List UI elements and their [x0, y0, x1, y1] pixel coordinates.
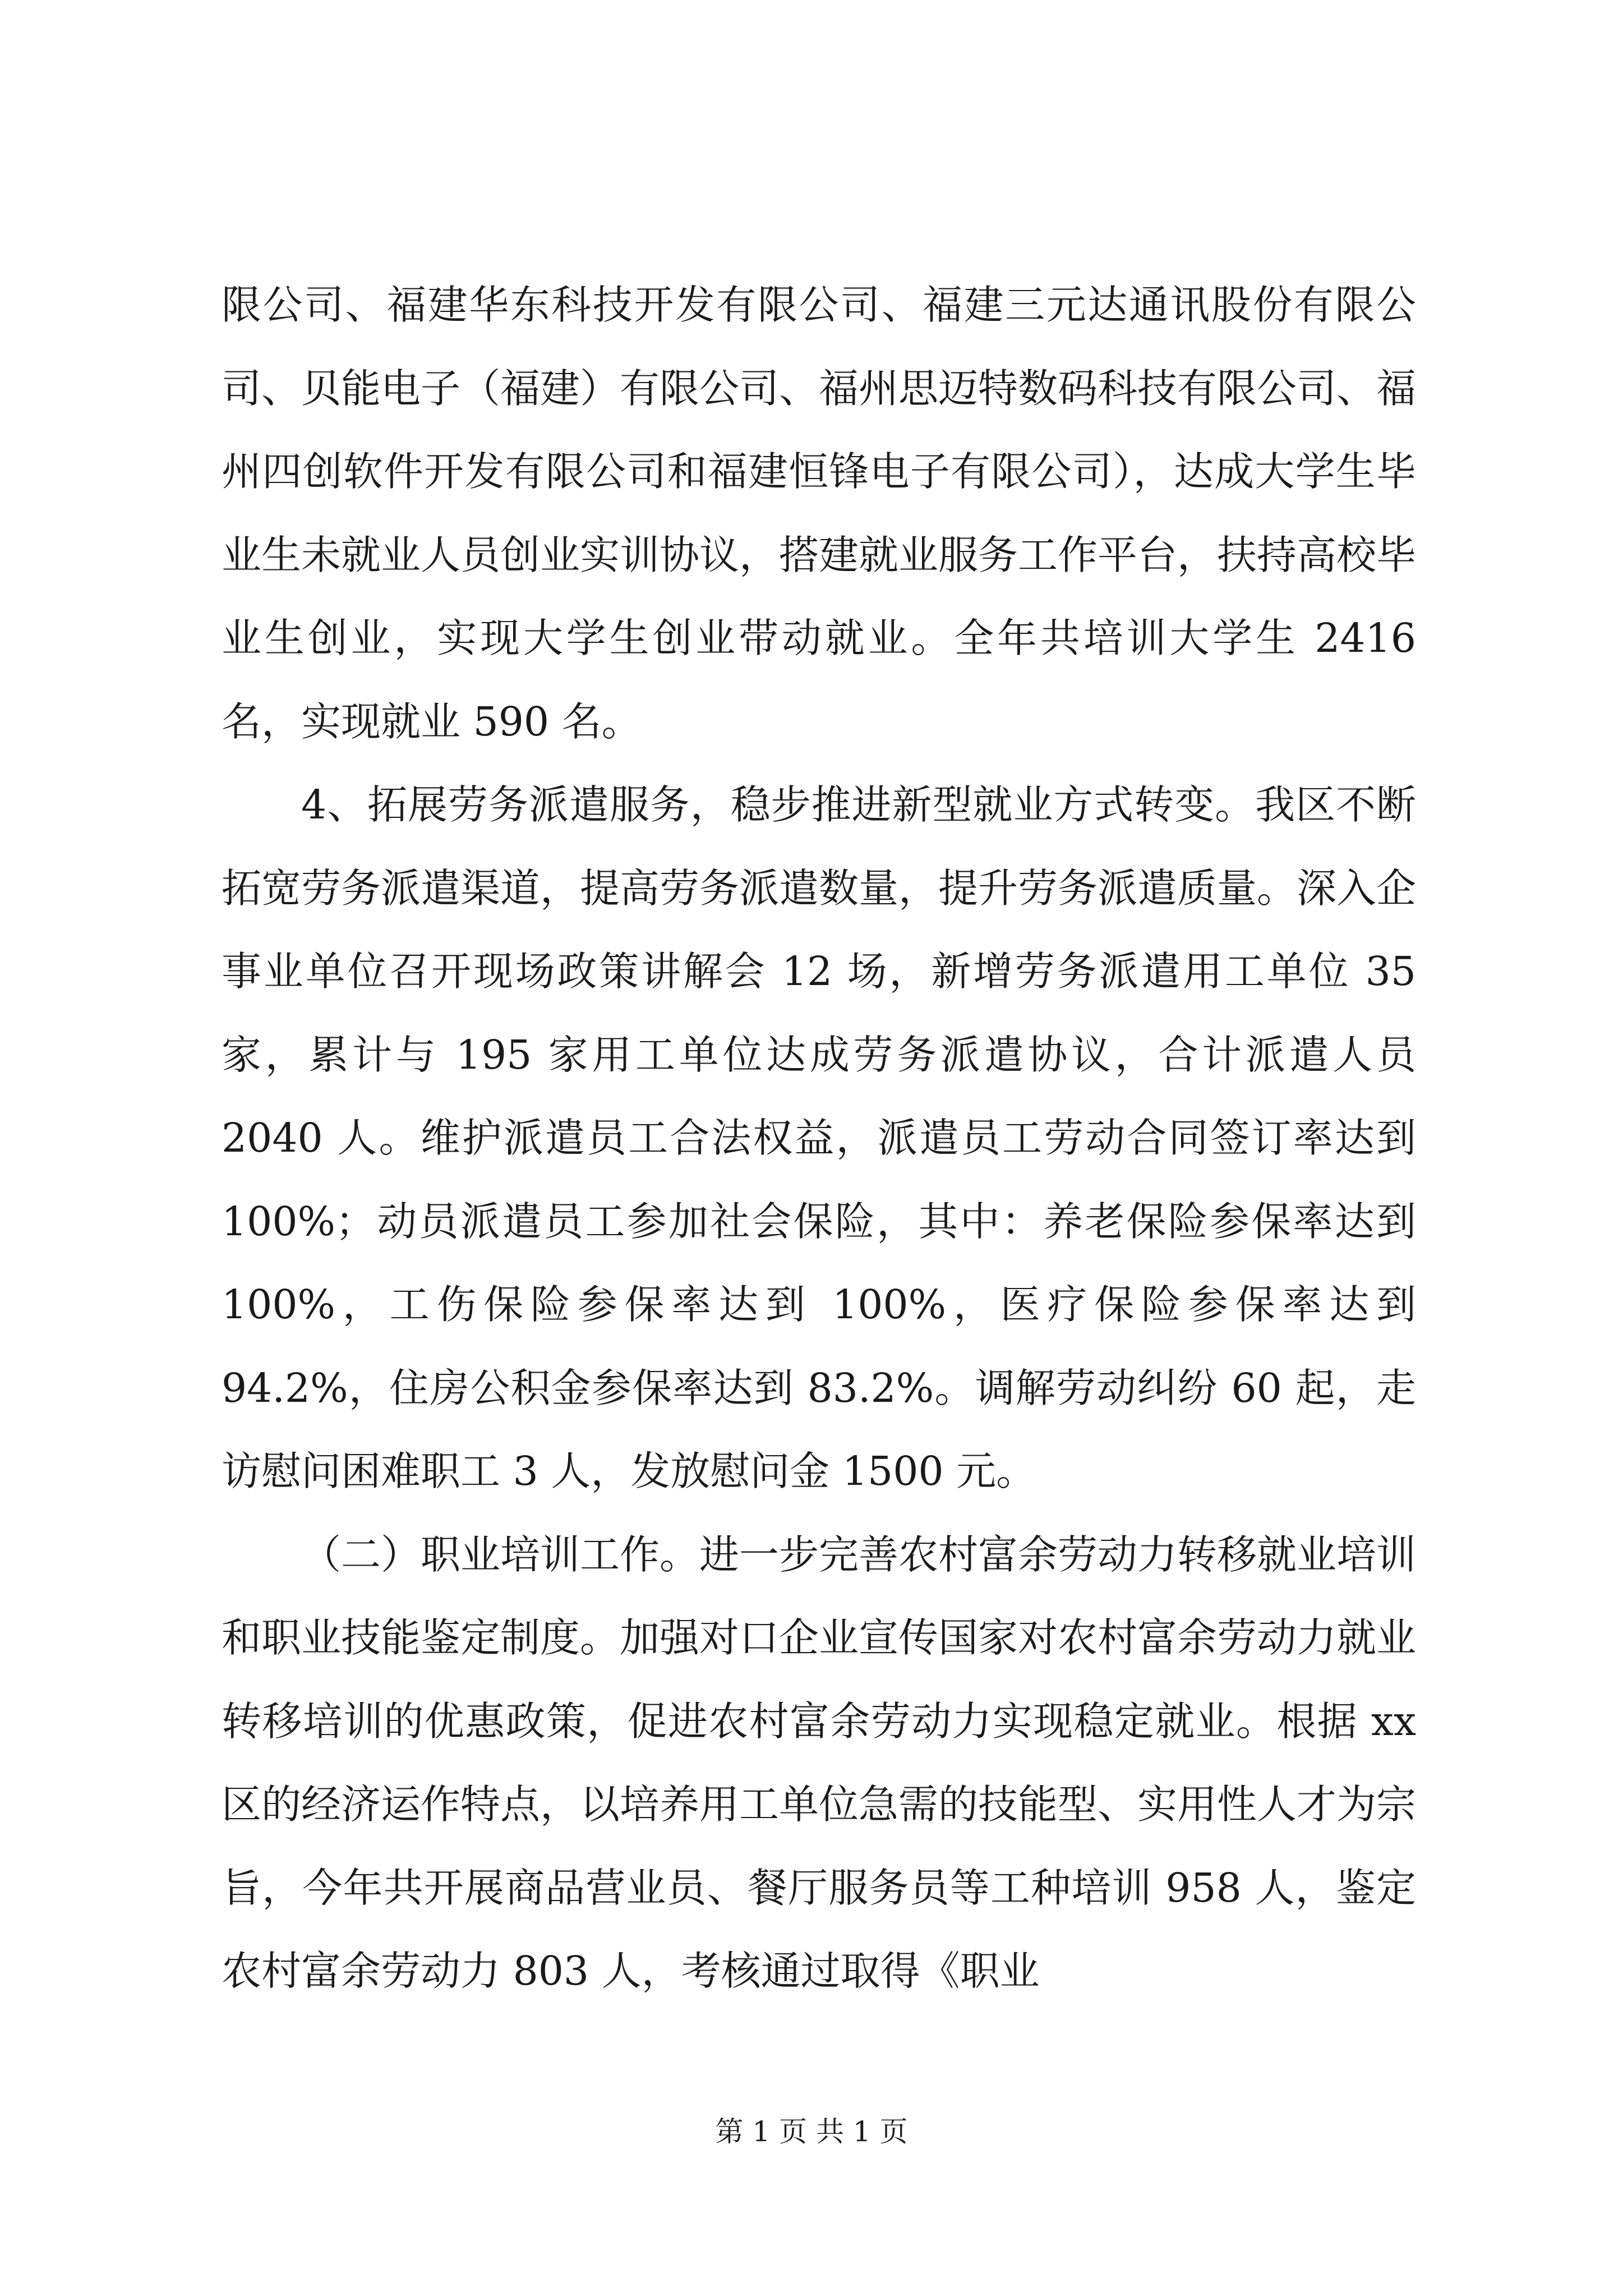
page-footer: [0, 2109, 1623, 2150]
document-body: [222, 264, 1416, 2013]
paragraph-continuation: 限公司、福建华东科技开发有限公司、福建三元达通讯股份有限公司、贝能电子（福建）有限公司、福州思迈特数码科技有限公司、福州四创软件开发有限公司和福建恒锋电子有限公司），达成大学生毕业生未就业人员创业实训协议，搭建就业服务工作平台，扶持高校毕业生创业，实现大学生创业带动就业。全年共培训大学生 2416 名，实现就业 590 名。: [222, 282, 1417, 745]
page-number-indicator: 第 1 页 共 1 页: [715, 2115, 908, 2148]
paragraph-vocational-training: （二）职业培训工作。进一步完善农村富余劳动力转移就业培训和职业技能鉴定制度。加强对口企业宣传国家对农村富余劳动力就业转移培训的优惠政策，促进农村富余劳动力实现稳定就业。根据 xx 区的经济运作特点，以培养用工单位急需的技能型、实用性人才为宗旨，今年共开展商品营业员、餐厅服务员等工种培训 958 人，鉴定农村富余劳动力 803 人，考核通过取得《职业: [222, 1531, 1417, 1994]
paragraph-labor-dispatch: 4、拓展劳务派遣服务，稳步推进新型就业方式转变。我区不断拓宽劳务派遣渠道，提高劳务派遣数量，提升劳务派遣质量。深入企事业单位召开现场政策讲解会 12 场，新增劳务派遣用工单位 35 家，累计与 195 家用工单位达成劳务派遣协议，合计派遣人员 2040 人。维护派遣员工合法权益，派遣员工劳动合同签订率达到 100%；动员派遣员工参加社会保险，其中：养老保险参保率达到 100%，工伤保险参保率达到 100%，医疗保险参保率达到 94.2%，住房公积金参保率达到 83.2%。调解劳动纠纷 60 起，走访慰问困难职工 3 人，发放慰问金 1500 元。: [222, 781, 1417, 1494]
